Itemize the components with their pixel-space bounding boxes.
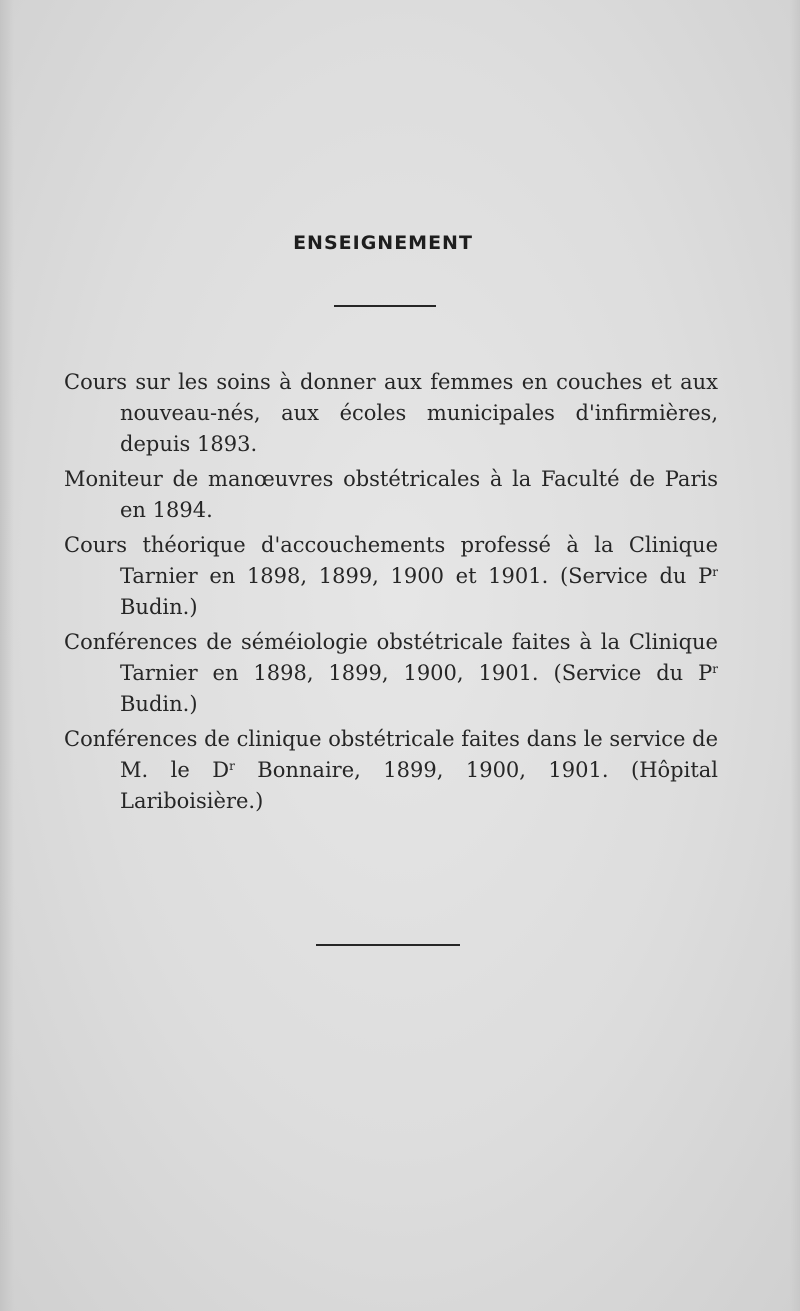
entry-text-after: Budin.) [120,692,198,716]
section-heading: ENSEIGNEMENT [293,232,473,254]
entry-text: Cours sur les soins à donner aux femmes en couches et aux nouveau-nés, aux écoles municipales d'infirmières, depuis 1893. [64,370,718,456]
entry-text-before: Conférences de clinique obstétricale faites dans le service de M. le D [64,727,718,782]
superscript: r [712,565,718,579]
entry-text-after: Budin.) [120,595,198,619]
entry-monitor [64,464,718,526]
heading-divider [334,305,436,307]
scan-shadow-right [790,0,800,1311]
superscript: r [712,662,718,676]
scan-shadow-left [0,0,14,1311]
entry-clinical-lectures [64,724,718,817]
entry-text-after: Bonnaire, 1899, 1900, 1901. (Hôpital Lariboisière.) [120,758,718,813]
entry-semiology-lectures [64,627,718,720]
entry-lecture-courses [64,367,718,460]
entry-text-before: Cours théorique d'accouchements professé à la Clinique Tarnier en 1898, 1899, 1900 et 1901. (Service du P [64,533,718,588]
entry-theory-course [64,530,718,623]
entry-text-before: Conférences de séméiologie obstétricale faites à la Clinique Tarnier en 1898, 1899, 1900, 1901. (Service du P [64,630,718,685]
closing-divider [316,944,460,946]
teaching-entries-list [64,367,718,821]
entry-text: Moniteur de manœuvres obstétricales à la Faculté de Paris en 1894. [64,467,718,522]
superscript: r [229,759,235,773]
